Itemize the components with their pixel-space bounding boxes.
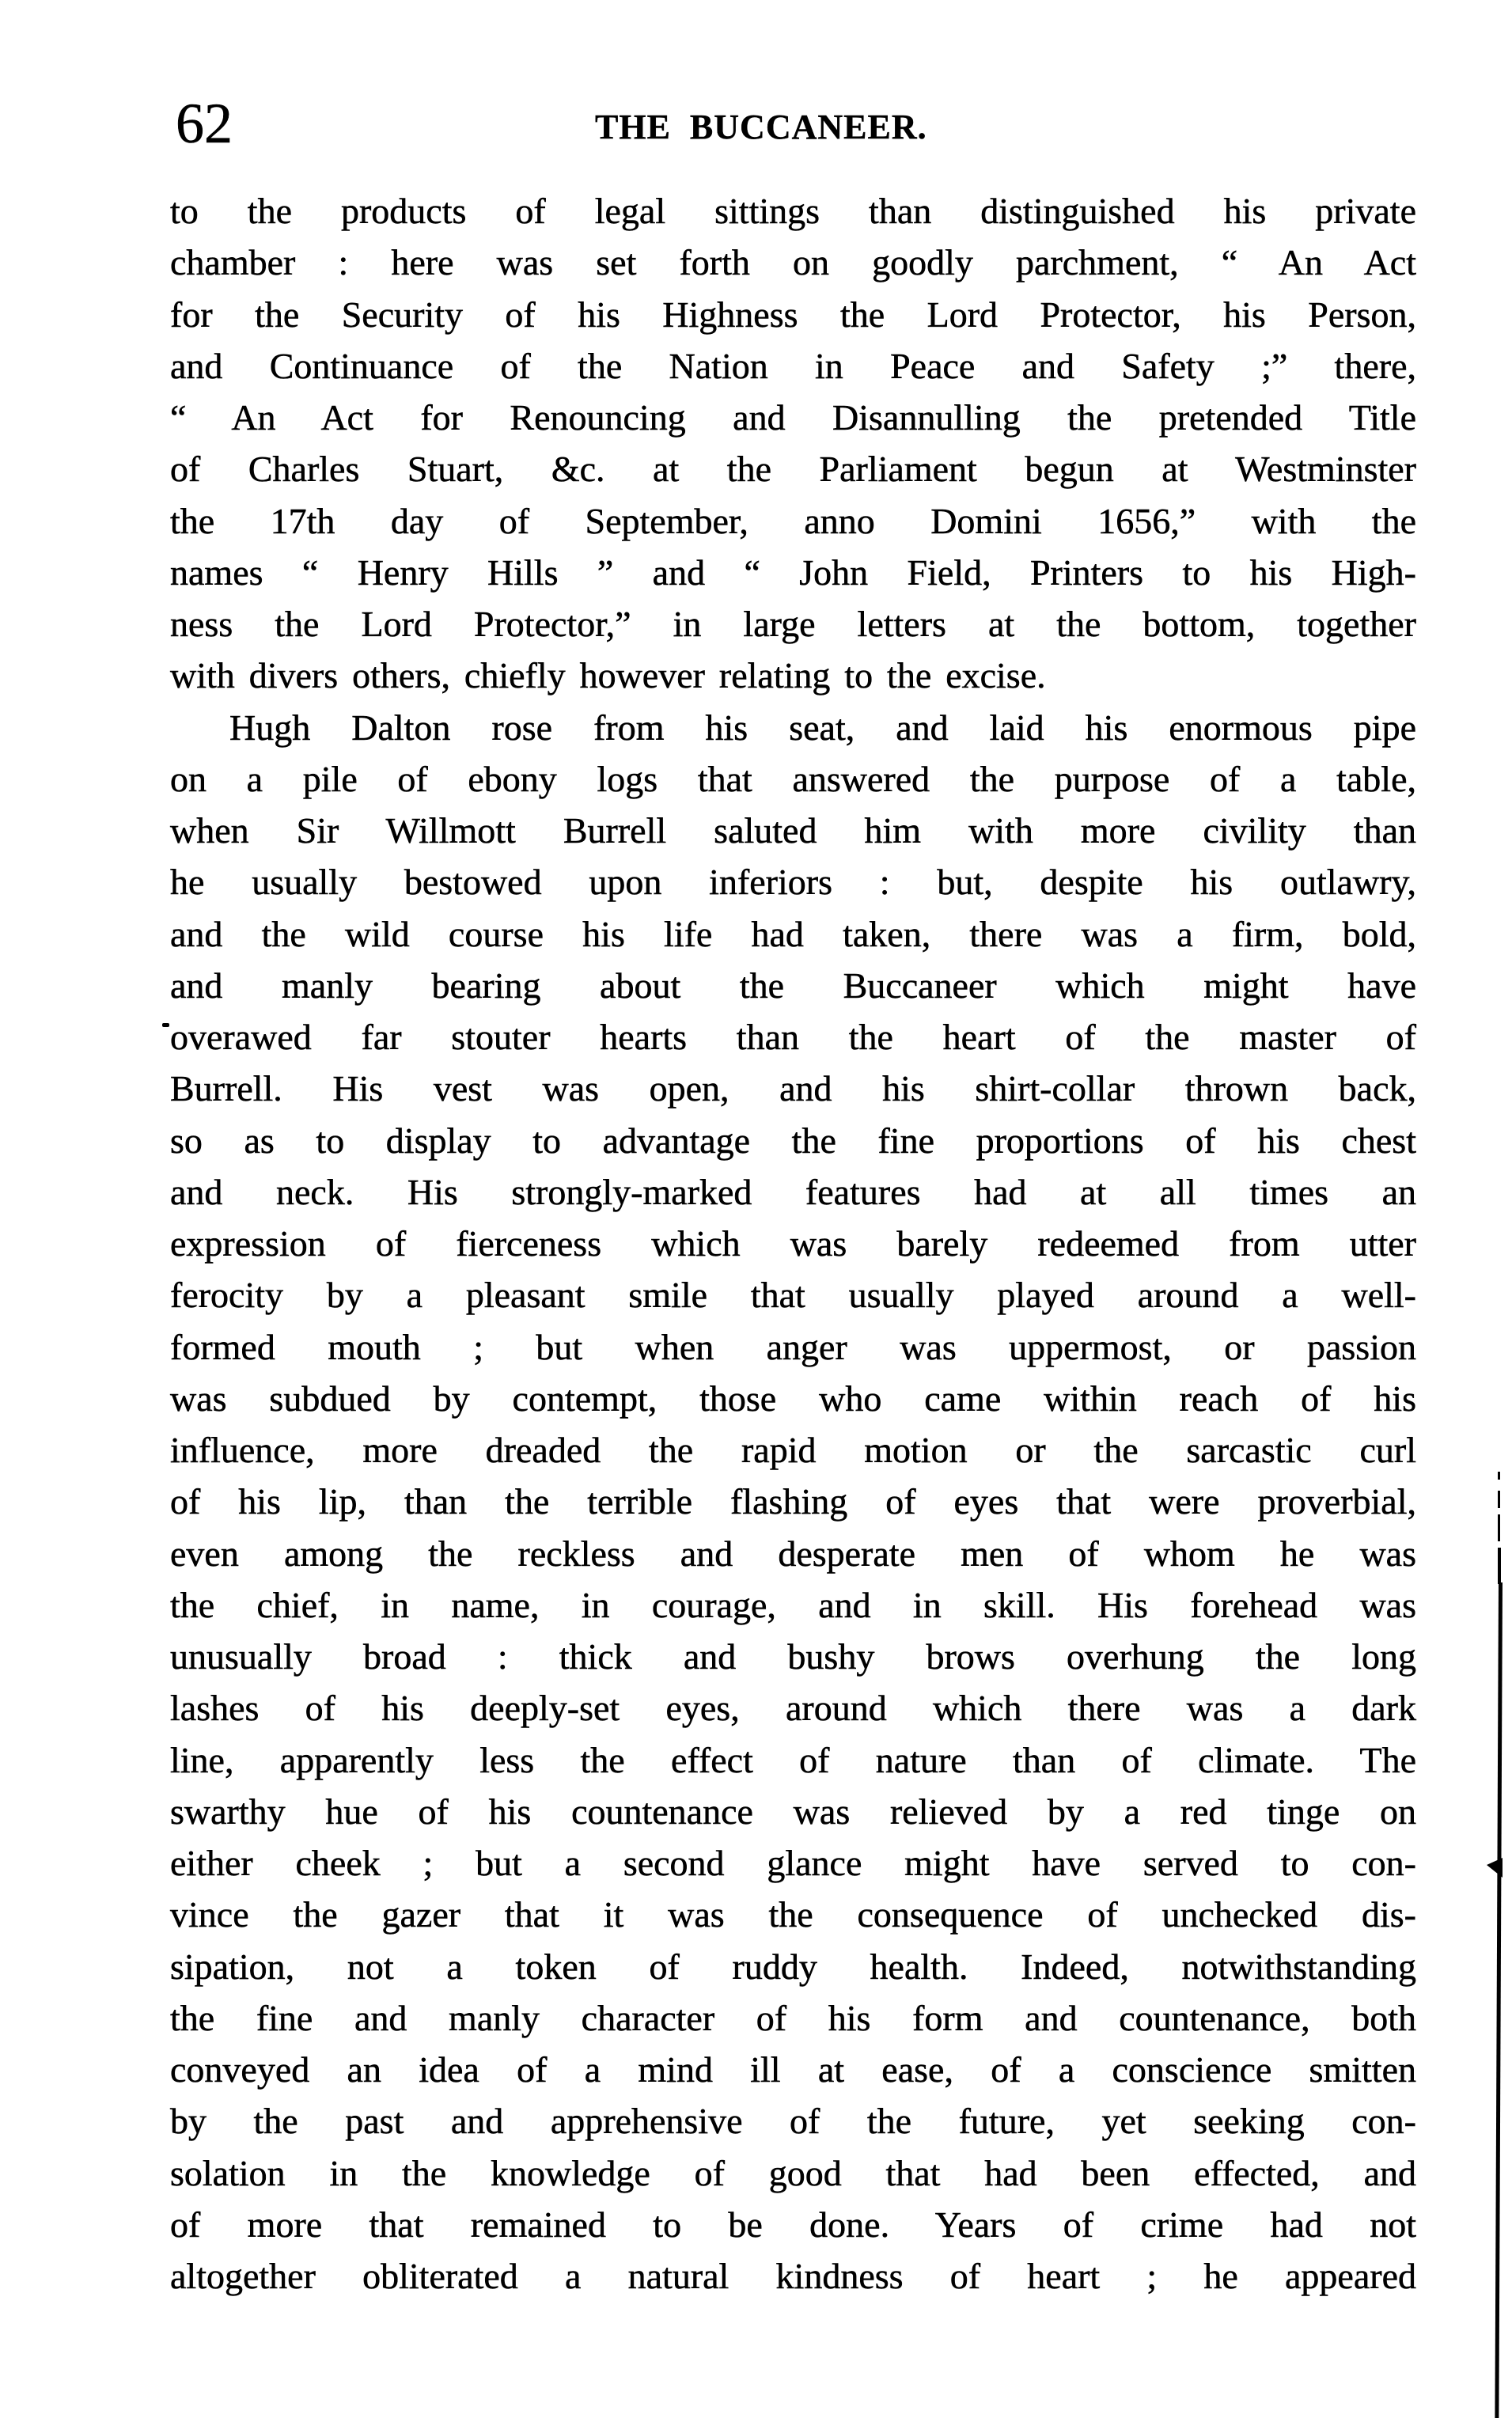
running-title: THE BUCCANEER.	[595, 108, 927, 146]
text-line: and the wild course his life had taken, there was a firm, bold,	[170, 913, 1416, 954]
text-line: by the past and apprehensive of the future, yet seeking con-	[170, 2101, 1416, 2142]
text-line: to the products of legal sittings than distinguished his private	[170, 191, 1416, 231]
text-line: and manly bearing about the Buccaneer which might have	[170, 965, 1416, 1006]
text-line: for the Security of his Highness the Lord Protector, his Person,	[170, 294, 1416, 335]
text-line: unusually broad : thick and bushy brows overhung the long	[170, 1636, 1416, 1677]
text-line: influence, more dreaded the rapid motion or the sarcastic curl	[170, 1430, 1416, 1470]
scan-artifact-dash	[1498, 1514, 1500, 1541]
text-line: line, apparently less the effect of nature than of climate. The	[170, 1739, 1416, 1780]
text-line: conveyed an idea of a mind ill at ease, of a conscience smitten	[170, 2049, 1416, 2090]
text-line: solation in the knowledge of good that had been effected, and	[170, 2152, 1416, 2193]
text-line: “ An Act for Renouncing and Disannulling the pretended Title	[170, 397, 1416, 438]
text-line: and neck. His strongly-marked features had at all times an	[170, 1171, 1416, 1212]
scan-artifact-dash	[1498, 1491, 1500, 1508]
text-line: ness the Lord Protector,” in large letters at the bottom, together	[170, 604, 1416, 644]
text-line: overawed far stouter hearts than the heart of the master of	[170, 1017, 1416, 1057]
text-line: of more that remained to be done. Years of crime had not	[170, 2204, 1416, 2245]
text-line: Hugh Dalton rose from his seat, and laid his enormous pipe	[229, 707, 1416, 748]
text-line: on a pile of ebony logs that answered the purpose of a table,	[170, 758, 1416, 799]
text-line: the chief, in name, in courage, and in skill. His forehead was	[170, 1584, 1416, 1625]
scan-artifact-blob	[1487, 1858, 1503, 1878]
text-line: of his lip, than the terrible flashing of eyes that were proverbial,	[170, 1481, 1416, 1522]
scan-artifact-dash	[1498, 1548, 1501, 1584]
text-line: either cheek ; but a second glance might have served to con-	[170, 1843, 1416, 1883]
text-line: he usually bestowed upon inferiors : but, despite his outlawry,	[170, 862, 1416, 903]
text-line: sipation, not a token of ruddy health. Indeed, notwithstanding	[170, 1946, 1416, 1987]
scan-artifact-line	[1495, 1582, 1503, 2418]
text-line: vince the gazer that it was the consequence of unchecked dis-	[170, 1894, 1416, 1935]
text-line: was subdued by contempt, those who came within reach of his	[170, 1378, 1416, 1419]
text-line: swarthy hue of his countenance was relieved by a red tinge on	[170, 1791, 1416, 1832]
text-line: expression of fierceness which was barely redeemed from utter	[170, 1223, 1416, 1264]
page-number: 62	[176, 92, 233, 155]
text-line: with divers others, chiefly however relating to the excise.	[170, 655, 1046, 696]
text-line: chamber : here was set forth on goodly parchment, “ An Act	[170, 242, 1416, 283]
text-line: lashes of his deeply-set eyes, around which there was a dark	[170, 1688, 1416, 1729]
scan-artifact-speck	[162, 1023, 169, 1027]
text-line: altogether obliterated a natural kindness of heart ; he appeared	[170, 2256, 1416, 2296]
text-line: Burrell. His vest was open, and his shirt-collar thrown back,	[170, 1068, 1416, 1109]
text-line: formed mouth ; but when anger was uppermost, or passion	[170, 1326, 1416, 1367]
text-line: and Continuance of the Nation in Peace and Safety ;” there,	[170, 345, 1416, 386]
scan-artifact-dash	[1498, 1472, 1500, 1480]
body-text	[170, 185, 1416, 2302]
text-line: so as to display to advantage the fine proportions of his chest	[170, 1120, 1416, 1161]
text-line: when Sir Willmott Burrell saluted him with more civility than	[170, 810, 1416, 851]
text-line: the 17th day of September, anno Domini 1656,” with the	[170, 500, 1416, 541]
text-line: ferocity by a pleasant smile that usually played around a well-	[170, 1275, 1416, 1316]
text-line: even among the reckless and desperate men of whom he was	[170, 1533, 1416, 1574]
text-line: the fine and manly character of his form and countenance, both	[170, 1997, 1416, 2038]
text-line: names “ Henry Hills ” and “ John Field, Printers to his High-	[170, 551, 1416, 593]
text-line: of Charles Stuart, &c. at the Parliament begun at Westminster	[170, 449, 1416, 490]
